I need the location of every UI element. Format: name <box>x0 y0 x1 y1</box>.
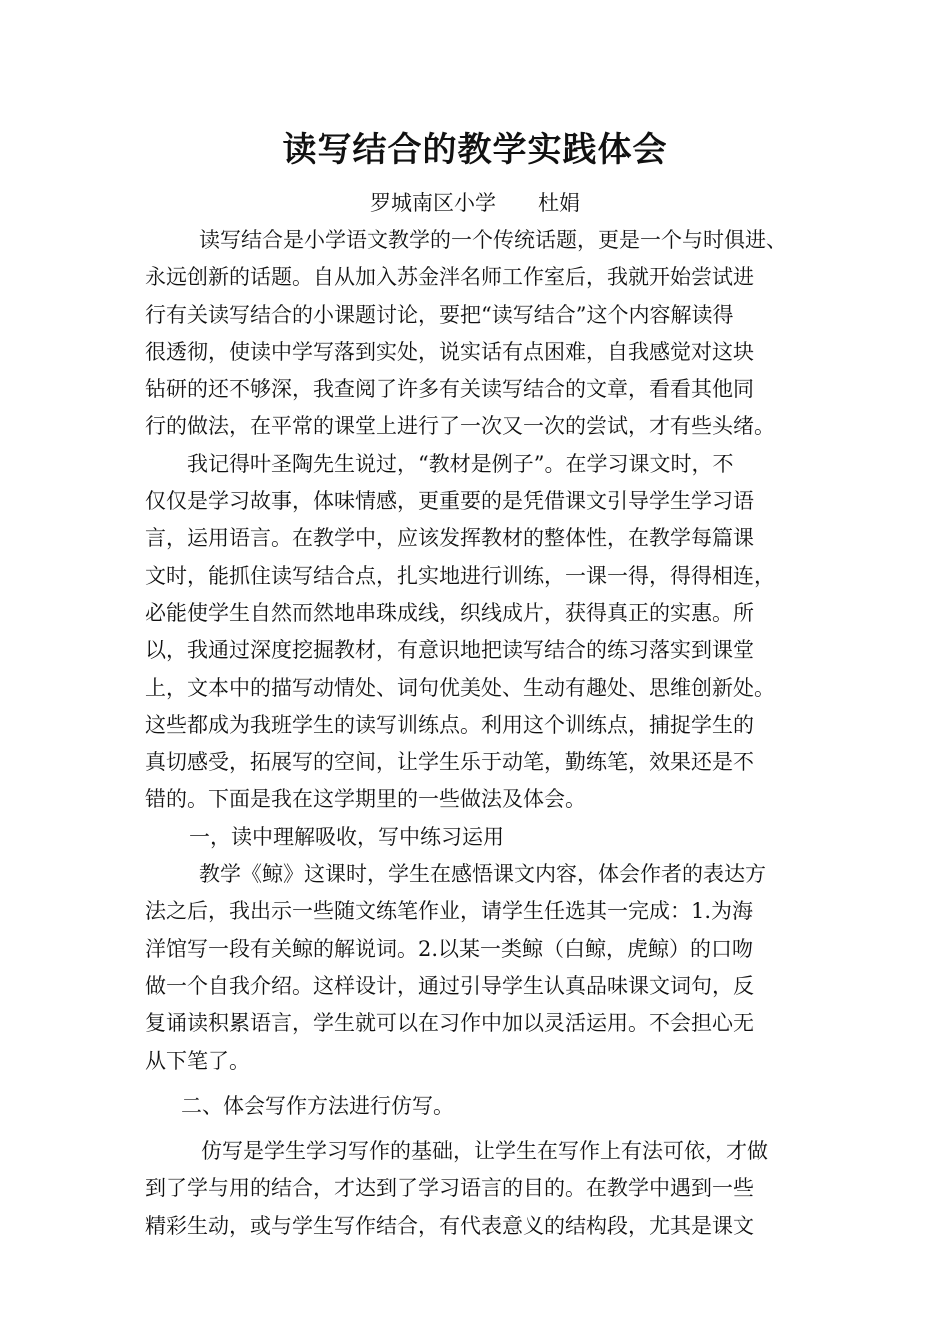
paragraph-line: 复诵读积累语言，学生就可以在习作中加以灵活运用。不会担心无 <box>145 1011 754 1036</box>
paragraph-line: 真切感受，拓展写的空间，让学生乐于动笔，勤练笔，效果还是不 <box>145 750 754 775</box>
paragraph-line: 必能使学生自然而然地串珠成线，织线成片，获得真正的实惠。所 <box>145 600 754 625</box>
paragraph-line: 这些都成为我班学生的读写训练点。利用这个训练点，捕捉学生的 <box>145 712 754 737</box>
paragraph-line: 到了学与用的结合，才达到了学习语言的目的。在教学中遇到一些 <box>145 1176 754 1201</box>
paragraph-line: 教学《鲸》这课时，学生在感悟课文内容，体会作者的表达方 <box>199 862 766 887</box>
document-title: 读写结合的教学实践体会 <box>282 130 668 170</box>
paragraph-line: 行有关读写结合的小课题讨论，要把“读写结合”这个内容解读得 <box>145 302 734 327</box>
document-body <box>145 222 825 1245</box>
section-heading: 二、体会写作方法进行仿写。 <box>181 1093 454 1118</box>
paragraph-line: 行的做法，在平常的课堂上进行了一次又一次的尝试，才有些头绪。 <box>145 414 775 439</box>
paragraph-line: 很透彻，使读中学写落到实处，说实话有点困难，自我感觉对这块 <box>145 339 754 364</box>
section-heading-two <box>145 1088 825 1125</box>
paragraph-line: 做一个自我介绍。这样设计，通过引导学生认真品味课文词句，反 <box>145 973 754 998</box>
section-heading-one <box>145 819 825 856</box>
paragraph-line: 错的。下面是我在这学期里的一些做法及体会。 <box>145 787 586 812</box>
paragraph-line: 洋馆写一段有关鲸的解说词。2.以某一类鲸（白鲸，虎鲸）的口吻 <box>145 936 754 961</box>
paragraph-line: 以，我通过深度挖掘教材，有意识地把读写结合的练习落实到课堂 <box>145 638 754 663</box>
paragraph-line: 从下笔了。 <box>145 1048 250 1073</box>
paragraph-whale-lesson <box>145 856 825 1080</box>
section-heading: 一，读中理解吸收，写中练习运用 <box>189 824 504 849</box>
paragraph-line: 精彩生动，或与学生写作结合，有代表意义的结构段，尤其是课文 <box>145 1213 754 1238</box>
paragraph-line: 法之后，我出示一些随文练笔作业，请学生任选其一完成：1.为海 <box>145 899 754 924</box>
paragraph-intro <box>145 222 825 446</box>
paragraph-gap <box>145 1080 825 1088</box>
paragraph-line: 永远创新的话题。自从加入苏金泮名师工作室后，我就开始尝试进 <box>145 265 754 290</box>
paragraph-line: 读写结合是小学语文教学的一个传统话题，更是一个与时俱进、 <box>199 228 787 252</box>
paragraph-line: 我记得叶圣陶先生说过，“教材是例子”。在学习课文时，不 <box>187 451 734 476</box>
paragraph-gap <box>145 1125 825 1133</box>
paragraph-line: 钻研的还不够深，我查阅了许多有关读写结合的文章，看看其他同 <box>145 377 754 402</box>
paragraph-line: 仅仅是学习故事，体味情感，更重要的是凭借课文引导学生学习语 <box>145 489 754 514</box>
author-line: 罗城南区小学 杜娟 <box>370 191 580 215</box>
paragraph-textbook-example <box>145 446 825 819</box>
paragraph-line: 文时，能抓住读写结合点，扎实地进行训练，一课一得，得得相连， <box>145 563 775 588</box>
paragraph-imitation-writing <box>145 1133 825 1245</box>
paragraph-line: 言，运用语言。在教学中，应该发挥教材的整体性，在教学每篇课 <box>145 526 754 551</box>
paragraph-line: 上，文本中的描写动情处、词句优美处、生动有趣处、思维创新处。 <box>145 675 775 700</box>
paragraph-line: 仿写是学生学习写作的基础，让学生在写作上有法可依，才做 <box>201 1139 768 1164</box>
